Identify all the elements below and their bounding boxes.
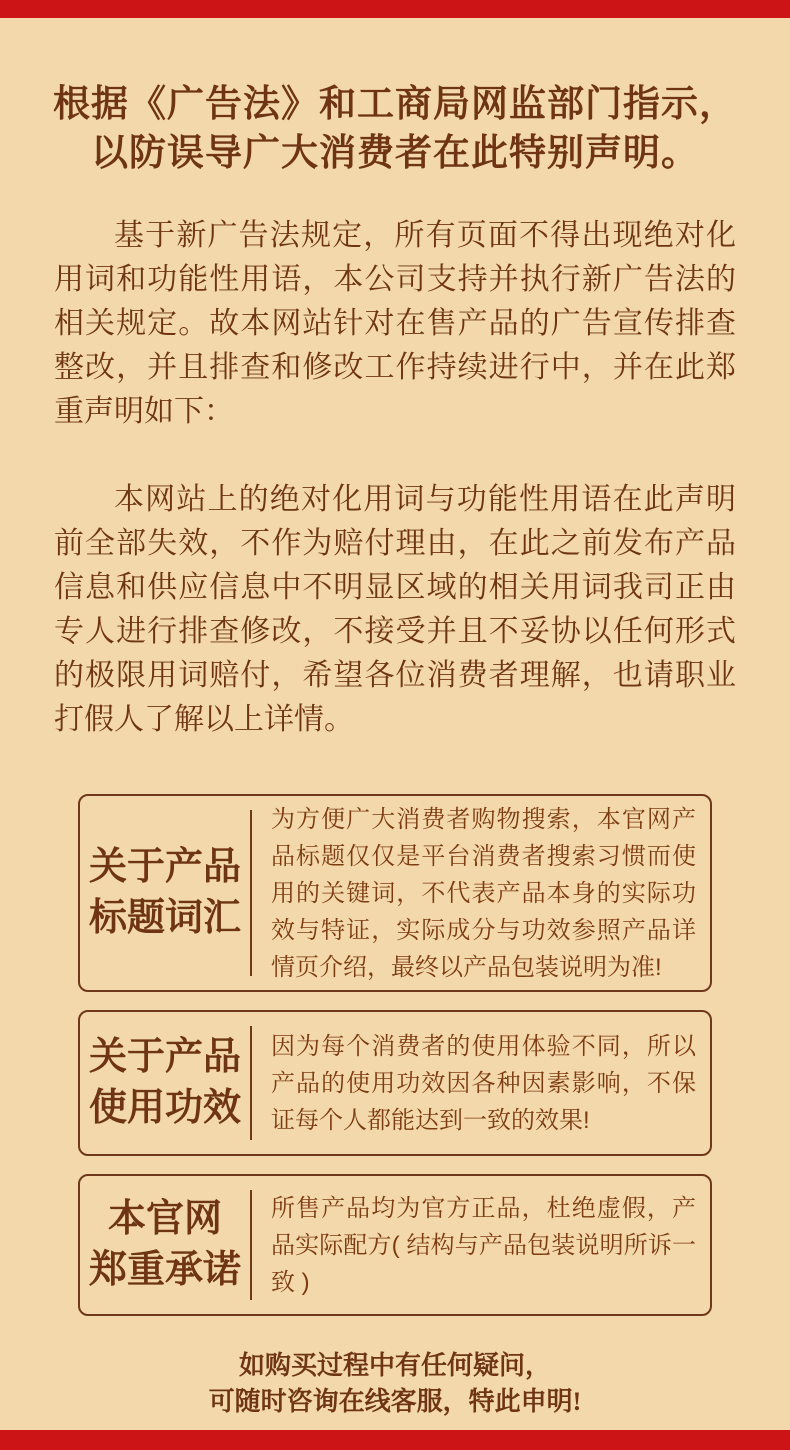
- box-title: [80, 842, 250, 944]
- page-title-line-1: 根据《广告法》和工商局网监部门指示，: [53, 84, 737, 125]
- box-title-line-2: 标题词汇: [88, 897, 241, 939]
- disclaimer-boxes: [78, 794, 712, 1316]
- box-title-line-1: 关于产品: [88, 1036, 241, 1078]
- box-official-promise: [78, 1174, 712, 1316]
- box-body: 为方便广大消费者购物搜索，本官网产品标题仅仅是平台消费者搜索习惯而使用的关键词，不代表产品本身的实际功效与特证，实际成分与功效参照产品详情页介绍，最终以产品包装说明为准!: [271, 805, 696, 981]
- intro-paragraph-1: 基于新广告法规定，所有页面不得出现绝对化用词和功能性用语，本公司支持并执行新广告法的相关规定。故本网站针对在售产品的广告宣传排查整改，并且排查和修改工作持续进行中，并在此郑重声明如下：: [54, 219, 736, 428]
- top-red-bar: [0, 0, 790, 18]
- footer-line-1: 如购买过程中有任何疑问，: [238, 1351, 551, 1380]
- footer-note: [0, 1348, 790, 1420]
- box-product-usage-effect: [78, 1010, 712, 1156]
- box-body: 因为每个消费者的使用体验不同，所以产品的使用功效因各种因素影响，不保证每个人都能达到一致的效果!: [271, 1032, 696, 1134]
- box-title-line-1: 本官网: [107, 1198, 222, 1240]
- box-product-title-words: [78, 794, 712, 992]
- footer-line-2: 可随时咨询在线客服，特此申明!: [208, 1387, 582, 1416]
- box-title: [80, 1032, 250, 1134]
- box-title-line-1: 关于产品: [88, 846, 241, 888]
- intro-section: [0, 214, 790, 742]
- box-body: 所售产品均为官方正品，杜绝虚假，产品实际配方( 结构与产品包装说明所诉一致 ): [271, 1194, 696, 1296]
- page-title-line-2: 以防误导广大消费者在此特别声明。: [91, 133, 699, 174]
- box-title: [80, 1194, 250, 1296]
- bottom-red-bar: [0, 1430, 790, 1450]
- intro-paragraph-2: 本网站上的绝对化用词与功能性用语在此声明前全部失效，不作为赔付理由，在此之前发布产品信息和供应信息中不明显区域的相关用词我司正由专人进行排查修改，不接受并且不妥协以任何形式的极限用词赔付，希望各位消费者理解，也请职业打假人了解以上详情。: [54, 483, 736, 736]
- box-title-line-2: 郑重承诺: [88, 1249, 241, 1291]
- box-title-line-2: 使用功效: [88, 1087, 241, 1129]
- page-title: [0, 0, 790, 178]
